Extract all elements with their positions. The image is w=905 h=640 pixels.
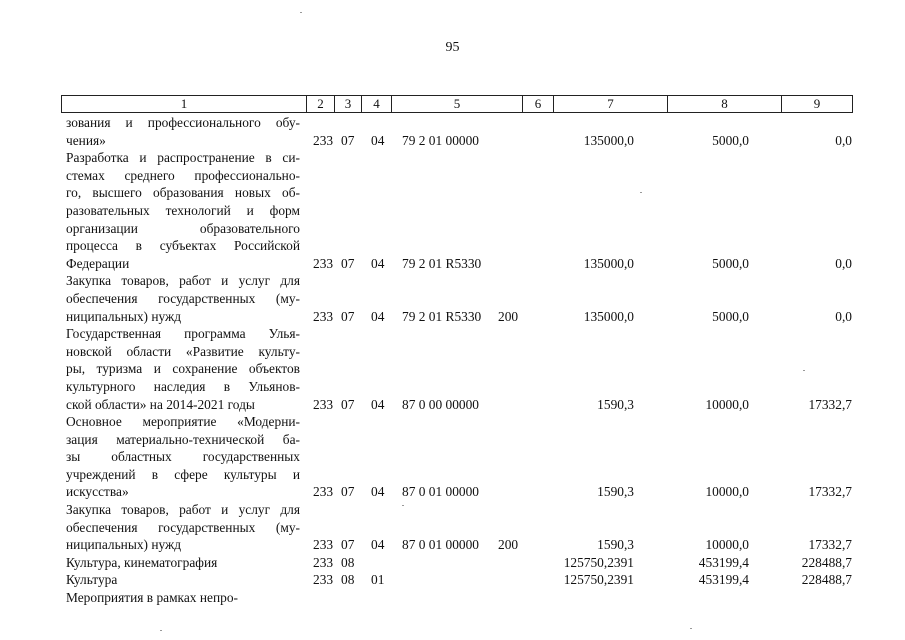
row-description — [66, 272, 300, 325]
budget-table-body — [66, 114, 856, 607]
description-line: новской области «Развитие культу- — [66, 343, 300, 359]
cell-c3: 07 — [341, 537, 355, 553]
scan-speck — [690, 628, 692, 629]
cell-c9: 0,0 — [835, 308, 852, 324]
scan-speck — [300, 12, 302, 13]
cell-c9: 228488,7 — [801, 572, 852, 588]
cell-c8: 10000,0 — [705, 537, 749, 553]
cell-c2: 233 — [313, 537, 334, 553]
cell-c7: 1590,3 — [597, 537, 634, 553]
cell-c4: 04 — [371, 537, 385, 553]
cell-c5: 79 2 01 00000 — [402, 132, 479, 148]
cell-c8: 5000,0 — [712, 308, 749, 324]
cell-c8: 5000,0 — [712, 132, 749, 148]
cell-c6: 200 — [498, 537, 519, 553]
cell-c5: 87 0 00 00000 — [402, 396, 479, 412]
cell-c8: 5000,0 — [712, 255, 749, 271]
description-line: Государственная программа Улья- — [66, 326, 300, 342]
scan-speck — [402, 505, 404, 506]
cell-c3: 08 — [341, 554, 355, 570]
table-row — [66, 554, 856, 572]
row-description — [66, 114, 300, 149]
cell-c9: 0,0 — [835, 255, 852, 271]
cell-c2: 233 — [313, 308, 334, 324]
cell-c3: 07 — [341, 308, 355, 324]
cell-c2: 233 — [313, 132, 334, 148]
row-description — [66, 554, 300, 572]
description-line: ниципальных) нужд — [66, 308, 182, 324]
cell-c2: 233 — [313, 396, 334, 412]
description-line: зы областных государственных — [66, 449, 300, 465]
cell-c3: 08 — [341, 572, 355, 588]
cell-c7: 125750,2391 — [563, 572, 634, 588]
cell-c3: 07 — [341, 484, 355, 500]
scan-speck — [160, 630, 162, 631]
row-description — [66, 325, 300, 413]
cell-c8: 453199,4 — [698, 554, 749, 570]
description-line: ры, туризма и сохранение объектов — [66, 361, 300, 377]
header-col-6: 6 — [523, 96, 554, 113]
cell-c5: 87 0 01 00000 — [402, 537, 479, 553]
cell-c5: 79 2 01 R5330 — [402, 255, 482, 271]
header-col-7: 7 — [554, 96, 668, 113]
description-line: учреждений в сфере культуры и — [66, 466, 300, 482]
header-col-9: 9 — [782, 96, 853, 113]
header-col-8: 8 — [668, 96, 782, 113]
cell-c4: 01 — [371, 572, 385, 588]
table-row — [66, 272, 856, 325]
table-row — [66, 114, 856, 149]
page-number: 95 — [445, 40, 460, 55]
description-line: Разработка и распространение в си- — [66, 150, 300, 166]
cell-c9: 17332,7 — [808, 396, 852, 412]
description-line: обеспечения государственных (му- — [66, 519, 300, 535]
cell-c4: 04 — [371, 308, 385, 324]
cell-c9: 228488,7 — [801, 554, 852, 570]
description-line: культурного наследия в Ульянов- — [66, 378, 300, 394]
cell-c9: 0,0 — [835, 132, 852, 148]
cell-c4: 04 — [371, 396, 385, 412]
header-col-2: 2 — [307, 96, 335, 113]
header-col-5: 5 — [392, 96, 523, 113]
description-line: ниципальных) нужд — [66, 537, 182, 553]
row-description — [66, 413, 300, 501]
description-line: зация материально-технической ба- — [66, 431, 300, 447]
row-description — [66, 589, 300, 607]
column-number-header — [61, 95, 853, 113]
cell-c7: 135000,0 — [583, 255, 634, 271]
cell-c8: 453199,4 — [698, 572, 749, 588]
description-line: Мероприятия в рамках непро- — [66, 590, 238, 606]
header-col-1: 1 — [62, 96, 307, 113]
cell-c2: 233 — [313, 572, 334, 588]
header-col-3: 3 — [335, 96, 362, 113]
description-line: процесса в субъектах Российской — [66, 238, 300, 254]
description-line: Закупка товаров, работ и услуг для — [66, 273, 300, 289]
scan-speck — [640, 192, 642, 193]
cell-c7: 135000,0 — [583, 132, 634, 148]
cell-c5: 79 2 01 R5330 — [402, 308, 482, 324]
cell-c3: 07 — [341, 255, 355, 271]
description-line: Основное мероприятие «Модерни- — [66, 414, 300, 430]
scan-speck — [803, 370, 805, 371]
cell-c4: 04 — [371, 255, 385, 271]
description-line: Федерации — [66, 255, 130, 271]
description-line: Культура, кинематография — [66, 554, 218, 570]
description-line: обеспечения государственных (му- — [66, 290, 300, 306]
description-line: ской области» на 2014-2021 годы — [66, 396, 255, 412]
table-row — [66, 325, 856, 413]
cell-c7: 1590,3 — [597, 484, 634, 500]
description-line: Культура — [66, 572, 118, 588]
table-row — [66, 413, 856, 501]
cell-c9: 17332,7 — [808, 537, 852, 553]
row-description — [66, 149, 300, 272]
description-line: разовательных технологий и форм — [66, 202, 300, 218]
description-line: стемах среднего профессионально- — [66, 167, 300, 183]
description-line: зования и профессионального обу- — [66, 115, 300, 130]
cell-c7: 135000,0 — [583, 308, 634, 324]
description-line: Закупка товаров, работ и услуг для — [66, 502, 300, 518]
row-description — [66, 501, 300, 554]
table-row — [66, 589, 856, 607]
cell-c9: 17332,7 — [808, 484, 852, 500]
description-line: чения» — [66, 132, 106, 148]
cell-c3: 07 — [341, 396, 355, 412]
table-row — [66, 501, 856, 554]
table-row — [66, 571, 856, 589]
cell-c2: 233 — [313, 484, 334, 500]
description-line: искусства» — [66, 484, 129, 500]
cell-c2: 233 — [313, 255, 334, 271]
cell-c8: 10000,0 — [705, 396, 749, 412]
cell-c7: 1590,3 — [597, 396, 634, 412]
cell-c8: 10000,0 — [705, 484, 749, 500]
table-row — [66, 149, 856, 272]
cell-c4: 04 — [371, 484, 385, 500]
cell-c6: 200 — [498, 308, 519, 324]
cell-c3: 07 — [341, 132, 355, 148]
description-line: го, высшего образования новых об- — [66, 185, 300, 201]
cell-c4: 04 — [371, 132, 385, 148]
description-line: организации образовательного — [66, 220, 300, 236]
row-description — [66, 571, 300, 589]
header-col-4: 4 — [362, 96, 392, 113]
cell-c7: 125750,2391 — [563, 554, 634, 570]
cell-c5: 87 0 01 00000 — [402, 484, 479, 500]
cell-c2: 233 — [313, 554, 334, 570]
